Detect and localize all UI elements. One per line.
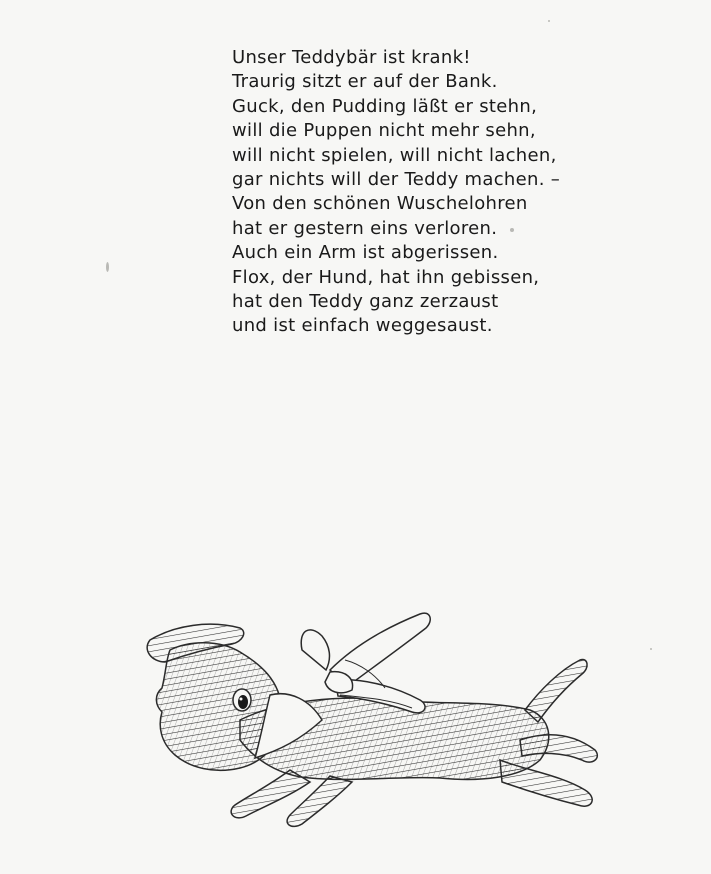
paper-speck [106, 262, 109, 272]
dog-back-leg [500, 760, 592, 806]
poem-line: hat er gestern eins verloren. [232, 217, 498, 239]
poem-line: Von den schönen Wuschelohren [232, 193, 528, 215]
poem-line: gar nichts will der Teddy machen. – [232, 169, 561, 191]
dog-illustration [130, 600, 610, 835]
poem-line: will die Puppen nicht mehr sehn, [232, 120, 536, 142]
paper-speck [510, 228, 514, 232]
poem-line: will nicht spielen, will nicht lachen, [232, 144, 557, 166]
poem-line: Guck, den Pudding läßt er stehn, [232, 95, 538, 117]
poem-line: Traurig sitzt er auf der Bank. [232, 71, 498, 93]
paper-speck [650, 648, 652, 650]
poem-line: Auch ein Arm ist abgerissen. [232, 242, 499, 264]
poem-line: Unser Teddybär ist krank! [232, 47, 471, 68]
paper-speck [548, 20, 550, 22]
poem [232, 46, 592, 339]
poem-line: hat den Teddy ganz zerzaust [232, 291, 499, 313]
poem-line: und ist einfach weggesaust. [232, 315, 493, 337]
ribbon-bow [301, 630, 329, 670]
poem-line: Flox, der Hund, hat ihn gebissen, [232, 266, 540, 288]
